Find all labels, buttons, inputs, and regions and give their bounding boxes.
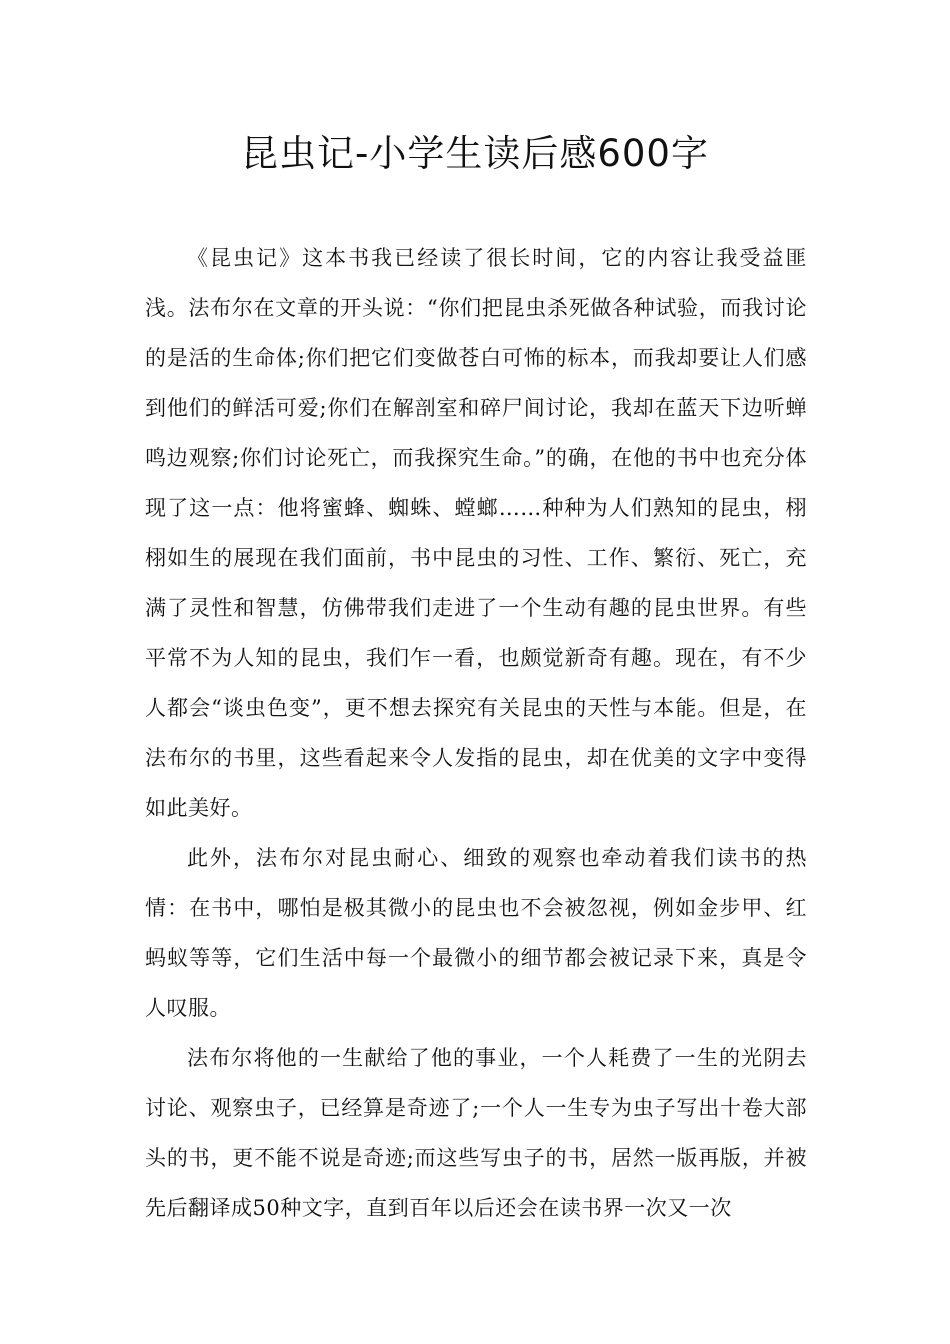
- paragraph-1: 《昆虫记》这本书我已经读了很长时间，它的内容让我受益匪浅。法布尔在文章的开头说：“你们把昆虫杀死做各种试验，而我讨论的是活的生命体;你们把它们变做苍白可怖的标本，而我却要让人们感到他们的鲜活可爱;你们在解剖室和碎尸间讨论，我却在蓝天下边听蝉鸣边观察;你们讨论死亡，而我探究生命。”的确，在他的书中也充分体现了这一点：他将蜜蜂、蜘蛛、螳螂……种种为人们熟知的昆虫，栩栩如生的展现在我们面前，书中昆虫的习性、工作、繁衍、死亡，充满了灵性和智慧，仿佛带我们走进了一个生动有趣的昆虫世界。有些平常不为人知的昆虫，我们乍一看，也颇觉新奇有趣。现在，有不少人都会“谈虫色变”，更不想去探究有关昆虫的天性与本能。但是，在法布尔的书里，这些看起来令人发指的昆虫，却在优美的文字中变得如此美好。: [145, 246, 807, 820]
- document-body: [145, 233, 807, 1233]
- document-title: 昆虫记-小学生读后感600字: [241, 132, 709, 175]
- paragraph-3: 法布尔将他的一生献给了他的事业，一个人耗费了一生的光阴去讨论、观察虫子，已经算是奇迹了;一个人一生专为虫子写出十卷大部头的书，更不能不说是奇迹;而这些写虫子的书，居然一版再版，并被先后翻译成50种文字，直到百年以后还会在读书界一次又一次: [145, 1046, 807, 1220]
- paragraph-2: 此外，法布尔对昆虫耐心、细致的观察也牵动着我们读书的热情：在书中，哪怕是极其微小的昆虫也不会被忽视，例如金步甲、红蚂蚁等等，它们生活中每一个最微小的细节都会被记录下来，真是令人叹服。: [145, 846, 807, 1020]
